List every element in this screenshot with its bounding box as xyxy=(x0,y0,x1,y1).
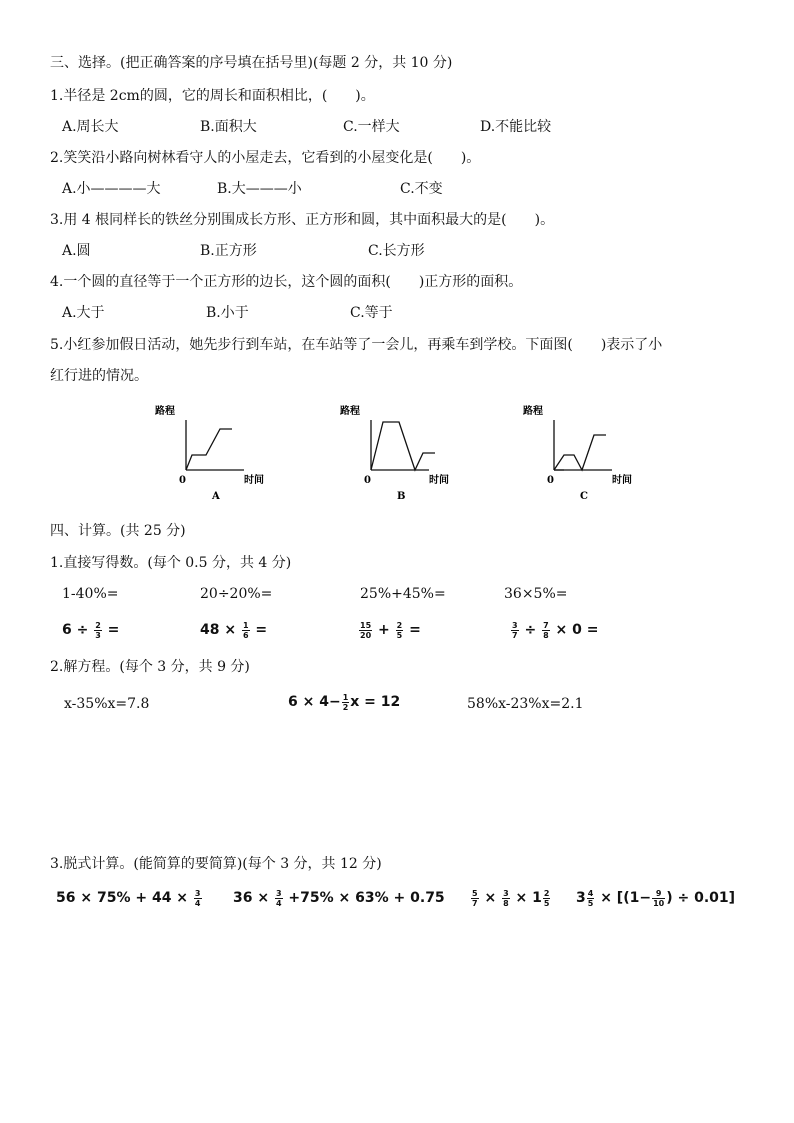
q1-option-a: A.周长大 xyxy=(62,119,119,135)
question-5-line2: 红行进的情况。 xyxy=(50,368,148,384)
calc-2: 36 × $\frac{3}{4}$ +75% × 63% + 0.75 xyxy=(233,888,445,908)
p1-r1-b: 20÷20%= xyxy=(200,586,273,602)
graph-b-caption: B xyxy=(397,491,406,502)
p1-r1-c: 25%+45%= xyxy=(360,586,446,602)
equation-1: x-35%x=7.8 xyxy=(64,696,150,712)
graph-b-origin: 0 xyxy=(364,475,371,486)
q2-option-b: B.大———小 xyxy=(217,181,302,197)
p1-r1-d: 36×5%= xyxy=(504,586,568,602)
section3-title: 三、选择。(把正确答案的序号填在括号里)(每题 2 分，共 10 分) xyxy=(50,55,453,71)
question-1: 1.半径是 2cm的圆，它的周长和面积相比，( )。 xyxy=(50,88,375,104)
q3-option-b: B.正方形 xyxy=(200,243,257,259)
q4-option-c: C.等于 xyxy=(350,305,393,321)
q2-option-a: A.小————大 xyxy=(62,181,161,197)
graph-b-ylabel: 路程 xyxy=(340,406,360,417)
calc-1: 56 × 75% + 44 × $\frac{3}{4}$ xyxy=(56,888,201,908)
q1-option-b: B.面积大 xyxy=(200,119,257,135)
question-2: 2.笑笑沿小路向树林看守人的小屋走去，它看到的小屋变化是( )。 xyxy=(50,150,481,166)
question-5-line1: 5.小红参加假日活动，她先步行到车站，在车站等了一会儿，再乘车到学校。下面图( )表示了小 xyxy=(50,337,663,353)
p1-r2-b: 48 × $\frac{1}{6}$ = xyxy=(200,620,268,640)
q1-option-c: C.一样大 xyxy=(343,119,400,135)
part3-title: 3.脱式计算。(能简算的要简算)(每个 3 分，共 12 分) xyxy=(50,856,382,872)
p1-r2-a: 6 ÷ $\frac{2}{3}$ = xyxy=(62,620,120,640)
graph-b-xlabel: 时间 xyxy=(429,475,449,486)
p1-r2-c: $\frac{15}{20}$ + $\frac{2}{5}$ = xyxy=(360,620,421,640)
graph-c-xlabel: 时间 xyxy=(612,475,632,486)
q3-option-a: A.圆 xyxy=(62,243,91,259)
q1-option-d: D.不能比较 xyxy=(480,119,552,135)
section4-title: 四、计算。(共 25 分) xyxy=(50,523,186,539)
question-3: 3.用 4 根同样长的铁丝分别围成长方形、正方形和圆，其中面积最大的是( )。 xyxy=(50,212,555,228)
q4-option-b: B.小于 xyxy=(206,305,249,321)
q3-option-c: C.长方形 xyxy=(368,243,425,259)
graph-a-caption: A xyxy=(212,491,220,502)
graph-a-ylabel: 路程 xyxy=(155,406,175,417)
question-4: 4.一个圆的直径等于一个正方形的边长，这个圆的面积( )正方形的面积。 xyxy=(50,274,523,290)
part1-title: 1.直接写得数。(每个 0.5 分，共 4 分) xyxy=(50,555,292,571)
equation-2: 6 × 4− $\frac{1}{2}$ x = 12 xyxy=(288,692,401,712)
calc-3: $\frac{5}{7}$ × $\frac{3}{8}$ × 1 $\frac{2}{5}$ xyxy=(472,888,550,908)
q4-option-a: A.大于 xyxy=(62,305,105,321)
part2-title: 2.解方程。(每个 3 分，共 9 分) xyxy=(50,659,250,675)
calc-4: 3 $\frac{4}{5}$ × [(1− $\frac{9}{10}$ ) ÷ 0.01] xyxy=(576,888,736,908)
graph-a-origin: 0 xyxy=(179,475,186,486)
graph-c-origin: 0 xyxy=(547,475,554,486)
q2-option-c: C.不变 xyxy=(400,181,443,197)
p1-r1-a: 1-40%= xyxy=(62,586,119,602)
graph-b xyxy=(335,398,465,503)
graph-c-caption: C xyxy=(580,491,588,502)
graph-a-xlabel: 时间 xyxy=(244,475,264,486)
equation-3: 58%x-23%x=2.1 xyxy=(467,696,584,712)
graph-a xyxy=(150,398,280,503)
graph-c-ylabel: 路程 xyxy=(523,406,543,417)
graph-c xyxy=(518,398,648,503)
p1-r2-d: $\frac{3}{7}$ ÷ $\frac{7}{8}$ × 0 = xyxy=(512,620,599,640)
